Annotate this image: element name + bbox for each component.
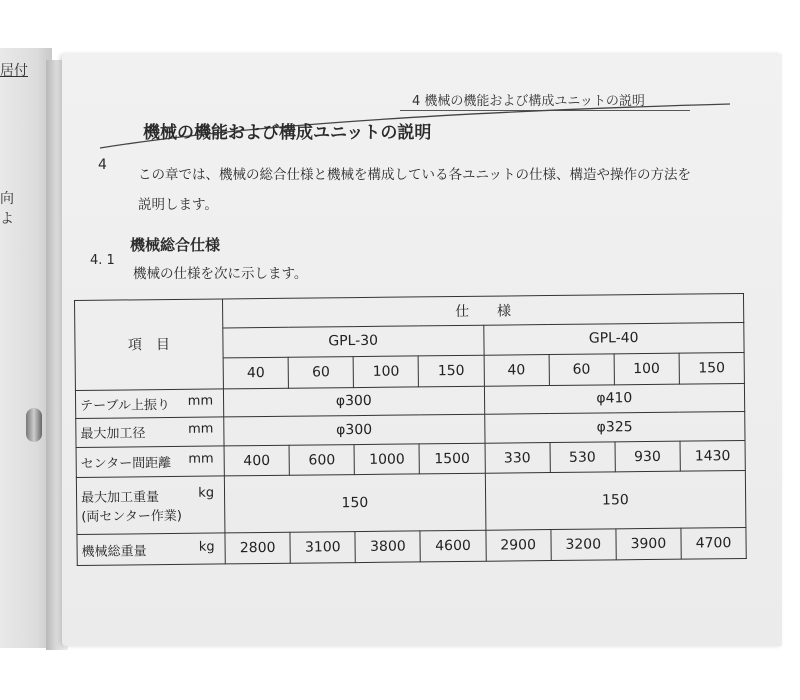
row-label-text: センター間距離 bbox=[80, 455, 172, 472]
table-cell: φ300 bbox=[223, 386, 484, 417]
item-header: 項 目 bbox=[75, 299, 224, 390]
row-label-text: 最大加工径 bbox=[80, 426, 146, 443]
table-cell: 330 bbox=[485, 442, 550, 473]
sub-column-header: 100 bbox=[353, 356, 418, 387]
table-cell: 3800 bbox=[355, 531, 420, 562]
table-cell: 3100 bbox=[290, 532, 355, 563]
table-cell: 3200 bbox=[551, 529, 616, 560]
table-cell: 150 bbox=[485, 471, 746, 531]
previous-page-text: よ bbox=[0, 211, 14, 227]
sub-column-header: 150 bbox=[418, 355, 483, 386]
table-cell: 3900 bbox=[616, 529, 681, 560]
table-cell: 4600 bbox=[420, 531, 485, 562]
row-label-text: 最大加工重量 bbox=[81, 490, 160, 507]
table-cell: 1500 bbox=[419, 443, 484, 474]
row-label bbox=[76, 417, 224, 447]
table-cell: 4700 bbox=[681, 528, 746, 559]
table-cell: 930 bbox=[615, 441, 680, 472]
binder-ring bbox=[26, 408, 42, 442]
row-label-text: 機械総重量 bbox=[81, 543, 147, 560]
table-cell: 1000 bbox=[354, 444, 419, 475]
sub-column-header: 60 bbox=[288, 357, 353, 388]
section-description: 機械の仕様を次に示します。 bbox=[133, 266, 308, 282]
spec-header: 仕 様 bbox=[222, 293, 743, 327]
row-label-text: テーブル上振り bbox=[80, 397, 171, 414]
table-cell: 400 bbox=[224, 445, 289, 476]
table-row bbox=[77, 528, 746, 566]
row-unit: kg bbox=[198, 485, 215, 502]
chapter-title: 機械の機能および構成ユニットの説明 bbox=[143, 123, 432, 143]
table-cell: 150 bbox=[224, 473, 485, 533]
sub-column-header: 40 bbox=[484, 355, 549, 386]
table-cell: φ325 bbox=[484, 412, 745, 443]
row-label bbox=[75, 389, 223, 419]
running-header: 4 機械の機能および構成ユニットの説明 bbox=[412, 94, 645, 109]
previous-page bbox=[0, 48, 52, 648]
table-row bbox=[76, 471, 746, 535]
model-gpl-40: GPL-40 bbox=[483, 322, 744, 355]
sub-column-header: 40 bbox=[223, 357, 288, 388]
row-label-subtext: (両センター作業) bbox=[81, 509, 182, 526]
table-cell: 2800 bbox=[225, 533, 290, 564]
row-label bbox=[76, 446, 224, 478]
sub-column-header: 150 bbox=[679, 353, 744, 384]
chapter-number: 4 bbox=[98, 157, 107, 173]
row-label bbox=[76, 476, 225, 535]
table-cell: φ410 bbox=[484, 383, 745, 414]
sub-column-header: 60 bbox=[549, 354, 614, 385]
row-unit: mm bbox=[188, 451, 214, 467]
row-label bbox=[77, 533, 225, 565]
previous-page-text: 向 bbox=[0, 191, 14, 207]
section-number: 4. 1 bbox=[90, 253, 115, 268]
row-unit: mm bbox=[187, 422, 214, 438]
previous-page-text: 居付 bbox=[0, 63, 28, 79]
table-cell: 600 bbox=[289, 444, 354, 475]
section-title: 機械総合仕様 bbox=[130, 236, 221, 254]
sub-column-header: 100 bbox=[614, 353, 679, 384]
row-unit: mm bbox=[187, 393, 214, 409]
bleed-through bbox=[460, 58, 464, 72]
table-cell: φ300 bbox=[224, 414, 485, 445]
table-cell: 530 bbox=[550, 442, 615, 473]
row-unit: kg bbox=[198, 539, 215, 555]
chapter-intro: この章では、機械の総合仕様と機械を構成している各ユニットの仕様、構造や操作の方法を説明します。 bbox=[138, 167, 691, 213]
table-cell: 1430 bbox=[680, 440, 745, 471]
model-gpl-30: GPL-30 bbox=[223, 325, 484, 358]
table-cell: 2900 bbox=[485, 530, 550, 561]
spec-table bbox=[74, 293, 747, 566]
